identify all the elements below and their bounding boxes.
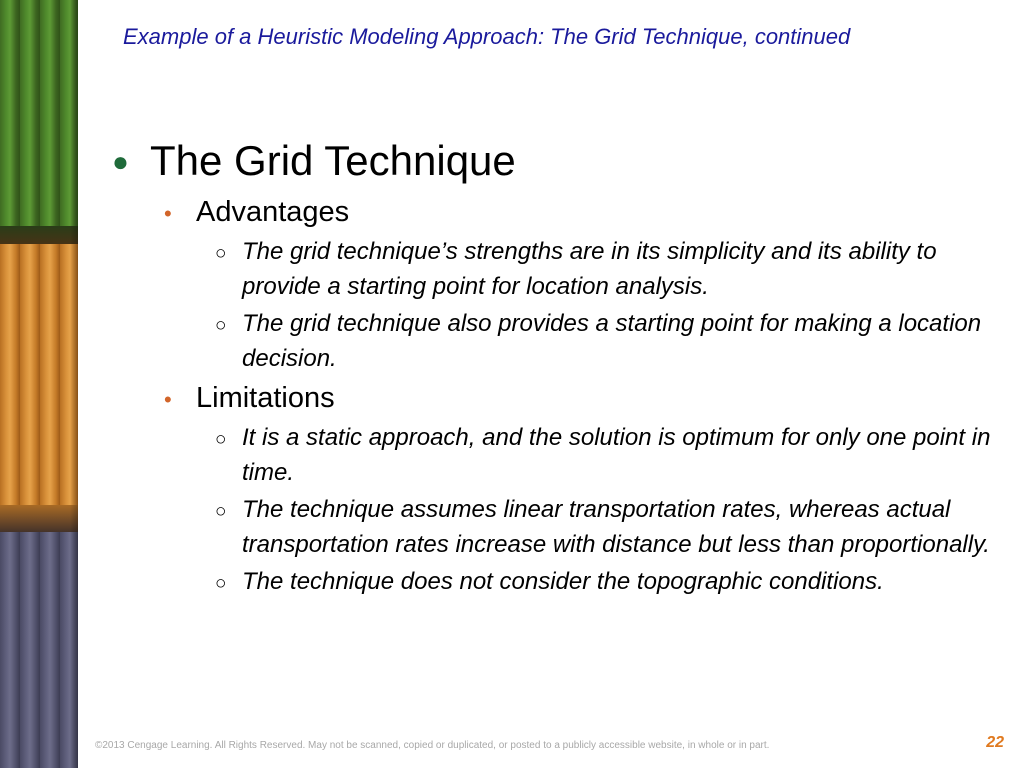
section-advantages bbox=[164, 194, 1017, 232]
copyright-footer: ©2013 Cengage Learning. All Rights Reserved. May not be scanned, copied or duplicated, or posted to a publicly accessible website, in whole or in part. bbox=[95, 740, 770, 751]
sub-bullet-icon: ○ bbox=[215, 429, 227, 450]
list-item-text: The grid technique also provides a starting point for making a location decision. bbox=[242, 310, 982, 372]
container-seam bbox=[0, 226, 78, 246]
list-item bbox=[215, 565, 1017, 602]
sub-bullet-icon: ○ bbox=[215, 315, 227, 336]
purple-container-panel bbox=[0, 532, 78, 768]
slide-body bbox=[112, 137, 1017, 604]
green-container-panel bbox=[0, 0, 78, 238]
heading-text: The Grid Technique bbox=[150, 137, 516, 184]
list-item-text: The grid technique’s strengths are in its simplicity and its ability to provide a starting point for location analysis. bbox=[242, 238, 937, 300]
list-item bbox=[215, 235, 1017, 304]
page-number: 22 bbox=[986, 734, 1004, 751]
section-bullet-icon: • bbox=[164, 387, 172, 412]
orange-container-panel bbox=[0, 244, 78, 534]
list-item bbox=[215, 493, 1017, 562]
list-item bbox=[215, 307, 1017, 376]
list-item-text: The technique does not consider the topographic conditions. bbox=[242, 568, 884, 595]
list-item bbox=[215, 421, 1017, 490]
strip-shadow bbox=[70, 0, 78, 768]
heading-row bbox=[112, 137, 1017, 190]
heading-bullet-icon: ● bbox=[112, 146, 129, 177]
sub-bullet-icon: ○ bbox=[215, 573, 227, 594]
section-limitations bbox=[164, 380, 1017, 418]
section-label: Limitations bbox=[196, 382, 335, 414]
list-item-text: The technique assumes linear transportation rates, whereas actual transportation rates increase with distance but less than proportionally. bbox=[242, 496, 990, 558]
sub-bullet-icon: ○ bbox=[215, 243, 227, 264]
container-seam bbox=[0, 505, 78, 535]
section-bullet-icon: • bbox=[164, 201, 172, 226]
section-label: Advantages bbox=[196, 196, 350, 228]
sub-bullet-icon: ○ bbox=[215, 501, 227, 522]
list-item-text: It is a static approach, and the solution is optimum for only one point in time. bbox=[242, 424, 991, 486]
shipping-container-decoration bbox=[0, 0, 78, 768]
slide-title: Example of a Heuristic Modeling Approach: The Grid Technique, continued bbox=[123, 24, 851, 49]
